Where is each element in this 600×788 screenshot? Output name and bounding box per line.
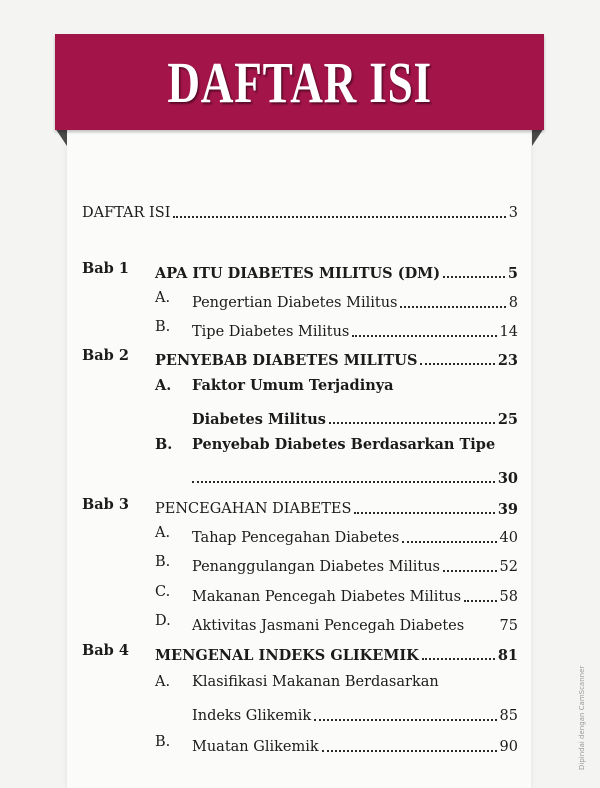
entry-title: PENCEGAHAN DIABETES bbox=[155, 500, 352, 517]
chapter-number: Bab 1 bbox=[82, 260, 129, 277]
page-number: 23 bbox=[497, 351, 518, 369]
leader-dots bbox=[192, 481, 495, 483]
page-number: 85 bbox=[499, 707, 518, 724]
entry-title: APA ITU DIABETES MILITUS (DM) bbox=[155, 264, 441, 282]
toc-entry-b1a[interactable] bbox=[192, 286, 518, 312]
leader-dots bbox=[422, 658, 495, 660]
page-number: 39 bbox=[497, 500, 518, 518]
toc-entry-b4a[interactable] bbox=[192, 699, 518, 725]
leader-dots bbox=[173, 216, 505, 218]
page-number: 58 bbox=[499, 588, 518, 605]
entry-title: MENGENAL INDEKS GLIKEMIK bbox=[155, 646, 419, 664]
entry-title: Muatan Glikemik bbox=[192, 738, 319, 755]
entry-title-line1: Faktor Umum Terjadinya bbox=[192, 377, 394, 394]
page-number: 5 bbox=[507, 264, 518, 282]
page-number: 8 bbox=[508, 294, 518, 311]
toc-entry-bab-4[interactable] bbox=[155, 638, 518, 664]
toc-entry-b1b[interactable] bbox=[192, 315, 518, 341]
section-letter: A. bbox=[155, 674, 171, 690]
toc-entry-b2b[interactable] bbox=[192, 461, 518, 487]
toc-entry-daftar-isi[interactable] bbox=[82, 196, 518, 222]
entry-title: Tahap Pencegahan Diabetes bbox=[192, 529, 400, 546]
toc-entry-b3a[interactable] bbox=[192, 521, 518, 547]
leader-dots bbox=[443, 570, 497, 572]
page-number: 30 bbox=[497, 469, 518, 487]
leader-dots bbox=[402, 541, 496, 543]
toc-entry-b3c[interactable] bbox=[192, 580, 518, 606]
entry-title: Pengertian Diabetes Militus bbox=[192, 294, 398, 311]
chapter-number: Bab 4 bbox=[82, 642, 129, 659]
toc-entry-bab-1[interactable] bbox=[155, 256, 518, 282]
leader-dots bbox=[443, 276, 505, 278]
section-letter: B. bbox=[155, 734, 171, 750]
page-number: 25 bbox=[497, 410, 518, 428]
section-letter: D. bbox=[155, 613, 171, 629]
page-number: 3 bbox=[508, 204, 518, 221]
toc-entry-b2a[interactable] bbox=[192, 402, 518, 428]
entry-title: Tipe Diabetes Militus bbox=[192, 323, 350, 340]
leader-dots bbox=[464, 600, 496, 602]
leader-dots bbox=[314, 719, 496, 721]
entry-title: Aktivitas Jasmani Pencegah Diabetes bbox=[192, 617, 465, 634]
chapter-number: Bab 3 bbox=[82, 496, 129, 513]
toc-entry-b3b[interactable] bbox=[192, 550, 518, 576]
entry-title: Indeks Glikemik bbox=[192, 707, 312, 724]
leader-dots bbox=[352, 335, 496, 337]
leader-dots bbox=[354, 512, 494, 514]
entry-title: DAFTAR ISI bbox=[82, 204, 171, 221]
leader-dots bbox=[420, 363, 494, 365]
entry-title: PENYEBAB DIABETES MILITUS bbox=[155, 351, 418, 369]
page-number: 90 bbox=[499, 738, 518, 755]
entry-title: Makanan Pencegah Diabetes Militus bbox=[192, 588, 462, 605]
entry-title: Diabetes Militus bbox=[192, 410, 326, 428]
section-letter: A. bbox=[155, 290, 171, 306]
entry-title: Penanggulangan Diabetes Militus bbox=[192, 558, 441, 575]
toc-entry-b3d[interactable] bbox=[192, 609, 518, 635]
page-number: 14 bbox=[499, 323, 518, 340]
entry-title-line1: Klasifikasi Makanan Berdasarkan bbox=[192, 674, 439, 690]
section-letter: B. bbox=[155, 436, 173, 453]
section-letter: C. bbox=[155, 584, 171, 600]
scanner-watermark: Dipindai dengan CamScanner bbox=[578, 665, 586, 770]
page-number: 75 bbox=[499, 617, 518, 634]
page-number: 40 bbox=[499, 529, 518, 546]
leader-dots bbox=[329, 422, 495, 424]
page-title: DAFTAR ISI bbox=[167, 49, 432, 115]
page-number: 52 bbox=[499, 558, 518, 575]
entry-title-line1: Penyebab Diabetes Berdasarkan Tipe bbox=[192, 436, 496, 453]
section-letter: A. bbox=[155, 377, 172, 394]
chapter-number: Bab 2 bbox=[82, 347, 129, 364]
section-letter: B. bbox=[155, 319, 171, 335]
leader-dots bbox=[322, 750, 497, 752]
leader-dots bbox=[400, 306, 505, 308]
section-letter: B. bbox=[155, 554, 171, 570]
section-letter: A. bbox=[155, 525, 171, 541]
toc-entry-bab-3[interactable] bbox=[155, 492, 518, 518]
page-number: 81 bbox=[497, 646, 518, 664]
toc-entry-b4b[interactable] bbox=[192, 730, 518, 756]
toc-entry-bab-2[interactable] bbox=[155, 343, 518, 369]
